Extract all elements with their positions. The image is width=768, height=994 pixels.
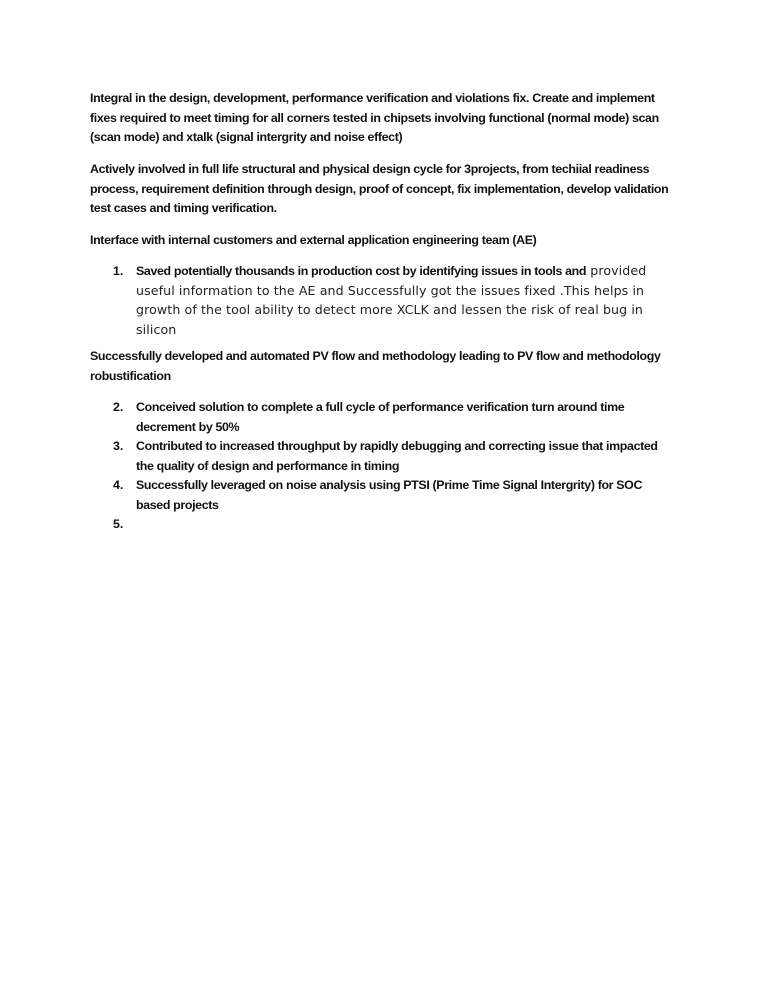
- paragraph-pv-flow: Successfully developed and automated PV flow and methodology leading to PV flow and methodology robustification: [90, 349, 661, 383]
- list-item-text: Conceived solution to complete a full cycle of performance verification turn around time decrement by 50%: [136, 400, 625, 434]
- list-number: 1.: [113, 264, 124, 278]
- list-item-text: Successfully leveraged on noise analysis using PTSI (Prime Time Signal Intergrity) for SOC based projects: [136, 478, 643, 512]
- list-number: 2.: [113, 400, 124, 414]
- list-item-text: [136, 262, 676, 340]
- list-item-bold-text: Saved potentially thousands in production cost by identifying issues in tools and: [136, 264, 587, 278]
- paragraph-full-life-design: Actively involved in full life structural and physical design cycle for 3projects, from techiial readiness process, requirement definition through design, proof of concept, fix implementation, develop validation test cases and timing verification.: [90, 162, 669, 215]
- list-number: 3.: [113, 439, 124, 453]
- list-number: 5.: [113, 517, 124, 531]
- paragraph-interface-ae: Interface with internal customers and external application engineering team (AE): [90, 233, 537, 247]
- paragraph-integral-design: Integral in the design, development, performance verification and violations fix. Create and implement fixes required to meet timing for all corners tested in chipsets involving functional (normal mode) scan (scan mode) and xtalk (signal intergrity and noise effect): [90, 91, 659, 144]
- list-number: 4.: [113, 478, 124, 492]
- list-item-text: Contributed to increased throughput by rapidly debugging and correcting issue that impacted the quality of design and performance in timing: [136, 439, 658, 473]
- list-item-plain-text: provided useful information to the AE and Successfully got the issues fixed .This helps in growth of the tool ability to detect more XCLK and lessen the risk of real bug in silicon: [136, 263, 647, 337]
